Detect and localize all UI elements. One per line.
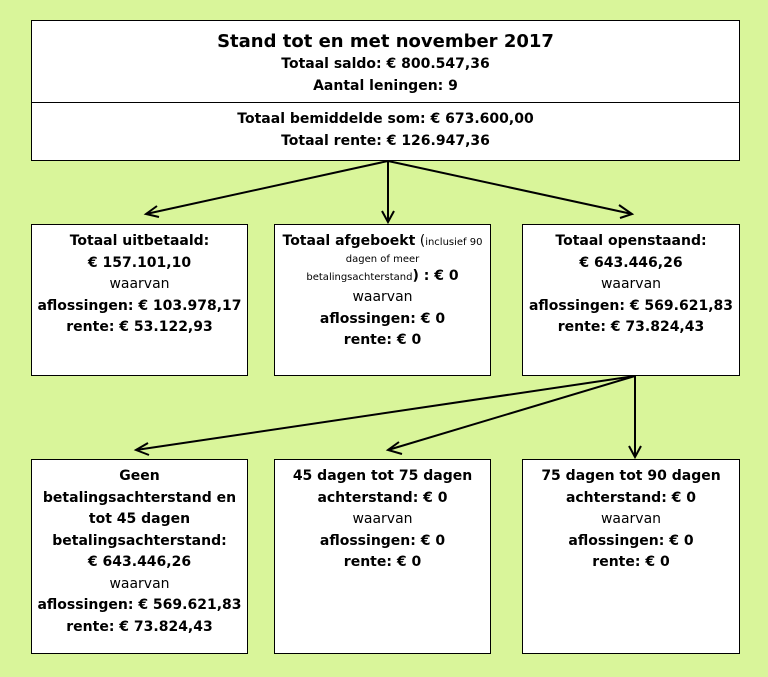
openstaand-title: Totaal openstaand: (555, 233, 707, 249)
geen-line-2: betalingsachterstand en (42, 489, 237, 506)
afgeboekt-box (274, 224, 491, 376)
summary-footer (32, 103, 739, 161)
openstaand-waarvan: waarvan (600, 276, 662, 292)
summary-title: Stand tot en met november 2017 (217, 31, 554, 52)
arrow-to-uitbetaald (146, 161, 388, 214)
arrow-to-openstaand (388, 161, 632, 214)
geen-waarvan: waarvan (109, 575, 170, 592)
openstaand-aflossingen: aflossingen: € 569.621,83 (528, 297, 733, 314)
afgeboekt-rente: rente: € 0 (343, 332, 422, 348)
afgeboekt-paren-open: ( (415, 233, 426, 249)
totaal-saldo: Totaal saldo: € 800.547,36 (281, 56, 490, 72)
afgeboekt-amount-line (275, 266, 490, 288)
dagen-45-75-box (274, 459, 491, 654)
afgeboekt-title-line (275, 231, 490, 253)
geen-line-3: tot 45 dagen (88, 511, 191, 527)
dagen75-aflossingen: aflossingen: € 0 (568, 532, 694, 549)
afgeboekt-note-3: betalingsachterstand (306, 271, 413, 283)
uitbetaald-aflossingen: aflossingen: € 103.978,17 (37, 297, 242, 314)
dagen45-aflossingen: aflossingen: € 0 (319, 532, 446, 549)
uitbetaald-box (31, 224, 248, 376)
bemiddelde-som: Totaal bemiddelde som: € 673.600,00 (237, 111, 534, 127)
geen-line-4: betalingsachterstand: (52, 532, 227, 549)
dagen45-line-1: 45 dagen tot 75 dagen (292, 468, 473, 484)
uitbetaald-amount: € 157.101,10 (87, 254, 192, 271)
afgeboekt-amount: ) : € 0 (412, 267, 459, 284)
dagen45-waarvan: waarvan (352, 511, 413, 527)
summary-box (31, 20, 740, 161)
afgeboekt-note-2: dagen of meer (345, 253, 420, 265)
aantal-leningen: Aantal leningen: 9 (313, 77, 458, 94)
dagen75-waarvan: waarvan (600, 511, 662, 527)
geen-amount: € 643.446,26 (87, 554, 192, 570)
dagen75-line-1: 75 dagen tot 90 dagen (541, 468, 721, 484)
afgeboekt-waarvan: waarvan (352, 289, 413, 305)
uitbetaald-title: Totaal uitbetaald: (69, 233, 210, 249)
dagen45-line-2: achterstand: € 0 (317, 489, 448, 506)
afgeboekt-title: Totaal afgeboekt (282, 233, 416, 249)
geen-aflossingen: aflossingen: € 569.621,83 (37, 597, 242, 613)
openstaand-amount: € 643.446,26 (579, 254, 683, 271)
dagen75-line-2: achterstand: € 0 (565, 489, 697, 506)
dagen45-rente: rente: € 0 (343, 554, 422, 570)
arrow-to-geen (136, 376, 635, 450)
uitbetaald-waarvan: waarvan (109, 276, 170, 292)
afgeboekt-note-1: inclusief 90 (425, 237, 483, 248)
summary-header (32, 21, 739, 103)
geen-line-1: Geen (119, 468, 160, 484)
geen-achterstand-box (31, 459, 248, 654)
openstaand-box (522, 224, 740, 376)
totaal-rente: Totaal rente: € 126.947,36 (281, 132, 490, 149)
afgeboekt-aflossingen: aflossingen: € 0 (319, 310, 446, 327)
uitbetaald-rente: rente: € 53.122,93 (66, 319, 213, 335)
openstaand-rente: rente: € 73.824,43 (557, 319, 705, 335)
arrow-to-45 (388, 376, 635, 450)
dagen-75-90-box (522, 459, 740, 654)
geen-rente: rente: € 73.824,43 (66, 618, 213, 635)
dagen75-rente: rente: € 0 (592, 554, 670, 570)
